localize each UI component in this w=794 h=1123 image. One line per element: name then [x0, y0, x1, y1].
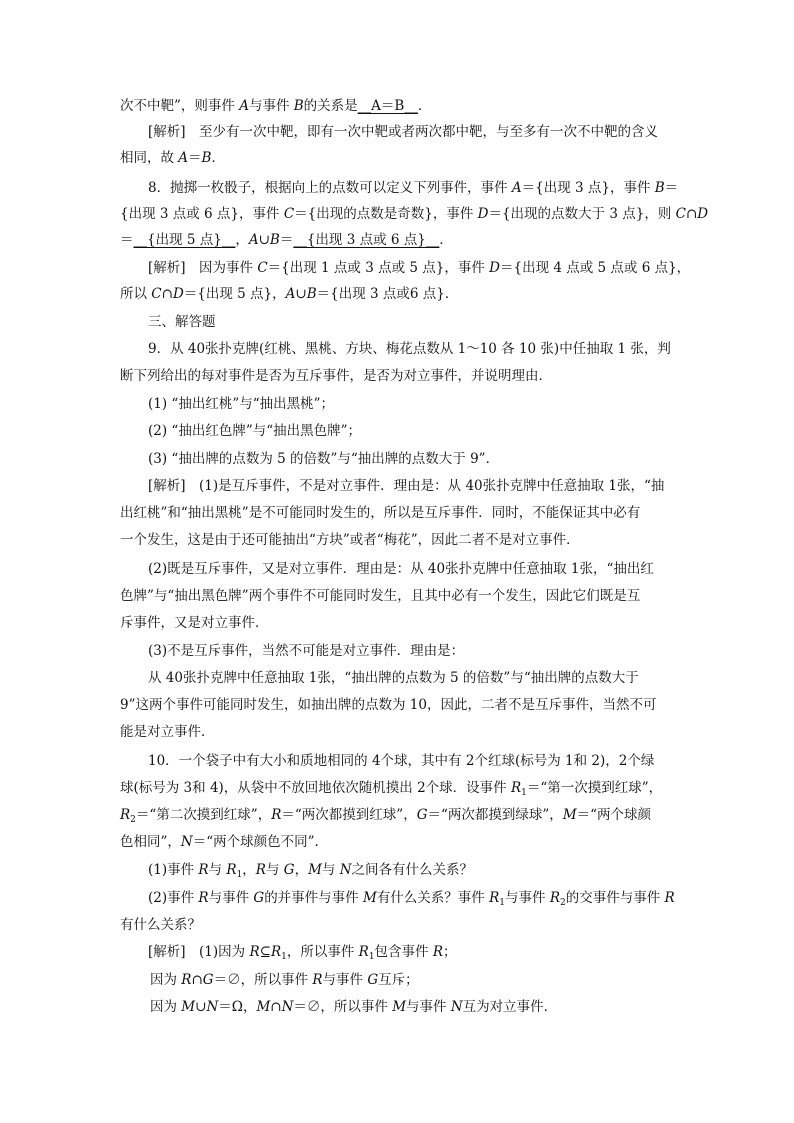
text-line — [120, 696, 656, 714]
text-line — [120, 504, 640, 522]
math-variable: C — [257, 260, 268, 276]
math-variable: B — [293, 98, 304, 114]
text-run: [解析] 因为事件 — [148, 260, 258, 276]
text-run: 8．抛掷一枚骰子，根据向上的点数可以定义下列事件，事件 — [148, 180, 512, 196]
math-variable: A — [178, 150, 189, 166]
text-line — [120, 231, 453, 249]
math-variable: R — [120, 807, 131, 823]
text-run: ； — [443, 944, 457, 960]
math-variable: M — [362, 890, 377, 906]
math-variable: R — [198, 862, 209, 878]
text-run: ＝“第二次摸到红球”， — [135, 807, 272, 823]
text-line — [120, 285, 458, 303]
text-line — [148, 340, 671, 358]
text-run: (1) “抽出红桃”与“抽出黑桃”； — [148, 396, 335, 412]
text-line — [120, 97, 431, 115]
text-run: ∪ — [195, 999, 207, 1015]
text-run: (2) “抽出红色牌”与“抽出黑色牌”； — [148, 423, 362, 439]
math-variable: D — [489, 260, 500, 276]
text-run: 三、解答题 — [148, 314, 216, 330]
text-run: 与事件 — [406, 999, 451, 1015]
text-run: 次不中靶”，则事件 — [120, 98, 240, 114]
text-run: 与 — [265, 862, 284, 878]
math-subscript: 1 — [368, 952, 375, 962]
text-run: ＝“两个球颜 — [576, 807, 652, 823]
text-run: 能是对立事件． — [120, 724, 215, 740]
text-run: ＝{出现 3 点或6 点}． — [316, 286, 459, 302]
math-variable: N — [450, 999, 463, 1015]
text-line — [120, 723, 215, 741]
math-variable: R — [549, 890, 560, 906]
text-run: 从 40张扑克牌中任意抽取 1张，“抽出牌的点数为 5 的倍数”与“抽出牌的点数大于 — [148, 670, 639, 686]
text-run: [解析] (1)因为 — [148, 944, 250, 960]
text-line — [120, 916, 201, 934]
math-subscript: 1 — [499, 898, 506, 908]
math-subscript: 2 — [130, 815, 136, 825]
text-run: 球(标号为 3和 4)，从袋中不放回地依次随机摸出 2个球．设事件 — [120, 780, 511, 796]
text-run: ＝“两次都摸到红球”， — [281, 807, 417, 823]
math-variable: R — [664, 890, 675, 906]
text-run: ． — [439, 232, 453, 248]
math-variable: G — [202, 972, 214, 988]
text-line — [120, 833, 328, 851]
text-run: 有什么关系？事件 — [376, 890, 490, 906]
answer-blank: __{出现 3 点或 6 点}__ — [293, 232, 440, 248]
math-variable: R — [249, 944, 260, 960]
text-line — [148, 861, 473, 879]
text-line — [150, 971, 419, 989]
text-run: ∪ — [258, 232, 270, 248]
text-run: ． — [211, 150, 225, 166]
math-variable: R — [255, 862, 266, 878]
text-line — [148, 752, 654, 770]
math-subscript: 2 — [559, 898, 566, 908]
text-run: (1)事件 — [148, 862, 199, 878]
math-variable: R — [432, 944, 444, 960]
text-line — [150, 998, 557, 1016]
text-line — [120, 367, 552, 385]
text-run: 一个发生，这是由于还可能抽出“方块”或者“梅花”，因此二者不是对立事件． — [120, 532, 580, 548]
math-variable: A — [239, 98, 249, 114]
text-run: ， — [294, 862, 309, 878]
text-run: [解析] 至少有一次中靶，即有一次中靶或者两次都中靶，与至多有一次不中靶的含义 — [148, 124, 659, 140]
text-line — [148, 943, 457, 961]
math-variable: A — [248, 232, 259, 248]
text-run: ＝“两个球颜色不同”． — [192, 834, 329, 850]
math-variable: B — [654, 180, 665, 196]
text-run: ． — [417, 98, 432, 114]
math-variable: M — [256, 999, 271, 1015]
text-run: ＝ — [664, 180, 679, 196]
text-run: ＝ — [188, 150, 202, 166]
text-line — [120, 806, 651, 824]
math-variable: R — [270, 944, 282, 960]
math-variable: N — [206, 999, 219, 1015]
text-line — [148, 422, 361, 440]
text-run: 所以 — [120, 286, 152, 302]
text-line — [148, 477, 664, 495]
text-line — [148, 259, 690, 277]
text-run: ＝“两次都摸到绿球”， — [427, 807, 563, 823]
text-run: (2)事件 — [148, 890, 199, 906]
text-run: 与事件 — [248, 98, 294, 114]
math-variable: D — [172, 286, 184, 302]
text-line — [148, 395, 334, 413]
text-run: 9．从 40张扑克牌(红桃、黑桃、方块、梅花点数从 1～10 各 10 张)中任抽取 1 张，判 — [148, 341, 671, 357]
text-run: 之间各有什么关系？ — [351, 862, 473, 878]
math-variable: C — [151, 286, 162, 302]
text-line — [148, 123, 658, 141]
text-run: 与事件 — [322, 972, 368, 988]
text-run: 的关系是 — [303, 98, 358, 114]
text-run: (3) “抽出牌的点数为 5 的倍数”与“抽出牌的点数大于 9”． — [148, 451, 500, 467]
text-run: 相同，故 — [120, 150, 179, 166]
math-subscript: 1 — [521, 788, 527, 798]
text-run: [解析] (1)是互斥事件，不是对立事件．理由是：从 40张扑克牌中任意抽取 1张，“抽 — [148, 478, 665, 494]
answer-blank: __{出现 5 点}__ — [133, 232, 236, 248]
math-variable: D — [697, 206, 709, 222]
text-run: 因为 — [150, 972, 182, 988]
text-run: ＝ — [120, 232, 134, 248]
text-run: ＝{出现 1 点或 3 点或 5 点}，事件 — [267, 260, 490, 276]
math-variable: G — [283, 862, 295, 878]
text-run: 10．一个袋子中有大小和质地相同的 4个球，其中有 2个红球(标号为 1和 2)，2个绿 — [148, 753, 655, 769]
math-variable: B — [306, 286, 317, 302]
text-run: 互斥； — [378, 972, 419, 988]
text-run: ＝“第一次摸到红球”， — [526, 780, 663, 796]
math-variable: M — [392, 999, 407, 1015]
text-run: ＝∅，所以事件 — [293, 999, 393, 1015]
text-line — [120, 149, 225, 167]
math-variable: C — [675, 206, 686, 222]
text-run: 因为 — [150, 999, 182, 1015]
text-line — [120, 614, 269, 632]
text-line — [120, 531, 580, 549]
math-variable: G — [416, 807, 428, 823]
math-variable: R — [312, 972, 323, 988]
math-variable: A — [511, 180, 522, 196]
text-run: ∩ — [161, 286, 173, 302]
text-run: ，所以事件 — [286, 944, 359, 960]
math-variable: B — [201, 150, 212, 166]
text-run: ∩ — [685, 206, 698, 222]
text-run: ∩ — [270, 999, 282, 1015]
math-variable: B — [269, 232, 280, 248]
text-run: 与事件 — [208, 890, 254, 906]
math-variable: A — [285, 286, 296, 302]
text-line — [120, 587, 640, 605]
text-run: 色牌”与“抽出黑色牌”两个事件不可能同时发生，且其中必有一个发生，因此它们既是互 — [120, 588, 641, 604]
math-variable: R — [181, 972, 192, 988]
text-run: ＝{出现的点数是奇数}，事件 — [294, 206, 478, 222]
text-run: 与 — [208, 862, 227, 878]
answer-blank: __A＝B__ — [357, 98, 418, 114]
math-variable: G — [367, 972, 379, 988]
text-run: ＝{出现的点数大于 3 点}，则 — [488, 206, 676, 222]
text-line — [148, 642, 464, 660]
text-run: (3)不是互斥事件，当然不可能是对立事件．理由是： — [148, 643, 465, 659]
math-variable: R — [358, 944, 369, 960]
math-variable: R — [198, 890, 209, 906]
text-run: 断下列给出的每对事件是否为互斥事件，是否为对立事件，并说明理由． — [120, 368, 552, 384]
text-run: ＝{出现 4 点或 5 点或 6 点}， — [499, 260, 691, 276]
text-run: 与 — [321, 862, 340, 878]
math-subscript: 1 — [281, 952, 287, 962]
text-run: ∩ — [191, 972, 203, 988]
math-variable: D — [477, 206, 489, 222]
math-variable: M — [562, 807, 577, 823]
text-run: 斥事件，又是对立事件． — [120, 615, 269, 631]
text-run: ， — [235, 232, 249, 248]
text-run: {出现 3 点或 6 点}，事件 — [120, 206, 284, 222]
math-variable: C — [283, 206, 295, 222]
text-run: 的并事件与事件 — [264, 890, 363, 906]
text-run: ， — [242, 862, 256, 878]
text-line — [148, 179, 678, 197]
text-run: 有什么关系？ — [120, 917, 201, 933]
text-line — [148, 560, 654, 578]
math-variable: N — [339, 862, 352, 878]
math-variable: R — [226, 862, 237, 878]
text-line — [120, 205, 708, 223]
text-run: 出红桃”和“抽出黑桃”是不可能同时发生的，所以是互斥事件．同时，不能保证其中必有 — [120, 505, 641, 521]
text-run: ＝{出现 5 点}， — [183, 286, 286, 302]
text-run: 的交事件与事件 — [565, 890, 665, 906]
text-run: (2)既是互斥事件，又是对立事件．理由是：从 40张扑克牌中任意抽取 1张，“抽出红 — [148, 561, 654, 577]
text-line — [148, 669, 639, 687]
text-run: ＝ — [279, 232, 294, 248]
math-variable: N — [180, 834, 193, 850]
math-variable: R — [489, 890, 500, 906]
text-run: ∪ — [295, 286, 307, 302]
text-run: ⊆ — [259, 944, 271, 960]
text-line — [120, 779, 662, 797]
math-subscript: 1 — [236, 870, 243, 880]
section-heading — [148, 313, 216, 331]
math-variable: M — [308, 862, 322, 878]
math-variable: M — [181, 999, 196, 1015]
math-variable: R — [271, 807, 282, 823]
text-run: ＝Ω， — [218, 999, 257, 1015]
text-run: 包含事件 — [374, 944, 433, 960]
text-run: 色相同”， — [120, 834, 181, 850]
math-variable: G — [253, 890, 265, 906]
math-variable: R — [510, 780, 522, 796]
text-run: 9”这两个事件可能同时发生，如抽出牌的点数为 10，因此，二者不是互斥事件，当然不可 — [120, 697, 657, 713]
text-run: 互为对立事件． — [462, 999, 558, 1015]
text-run: 与事件 — [505, 890, 550, 906]
text-line — [148, 889, 675, 907]
text-run: ＝∅，所以事件 — [213, 972, 313, 988]
text-run: ＝{出现 3 点}，事件 — [521, 180, 655, 196]
math-variable: N — [281, 999, 294, 1015]
text-line — [148, 450, 499, 468]
